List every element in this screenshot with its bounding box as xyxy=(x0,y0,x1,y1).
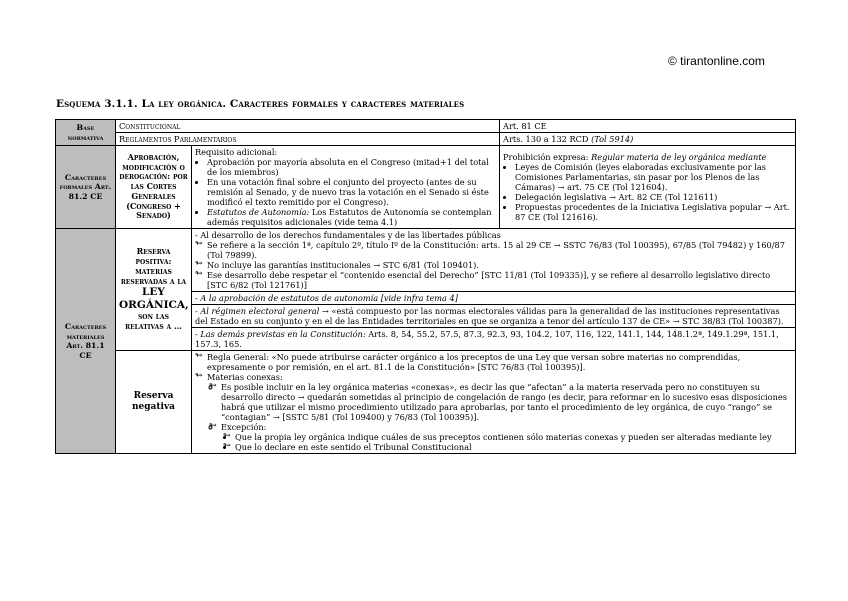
desarrollo-item: ↬ Se refiere a la sección 1ª, capítulo 2º, título Iº de la Constitución: arts. 15 al 29 CE → SSTC 76/83 (Tol 100395), 67/85 (Tol 79482) y 160/87 (Tol 79899). xyxy=(207,240,792,260)
excepcion-entry: ↬ • Que la propia ley orgánica indique cuáles de sus preceptos contienen sólo materias conexas y pueden ser alteradas mediante ley xyxy=(235,432,792,442)
formales-row xyxy=(56,146,796,229)
base-row-reglamentos xyxy=(56,133,796,146)
materiales-row-negativa xyxy=(56,351,796,454)
requisito-item: • Aprobación por mayoría absoluta en el Congreso (mitad+1 del total de los miembros) xyxy=(207,157,496,177)
prohibicion-label: Prohibición expresa: xyxy=(503,152,589,162)
estatutos-label: Estatutos de Autonomía: xyxy=(207,207,310,217)
excepcion-title: Excepción: xyxy=(221,422,267,432)
reserva-positiva-label xyxy=(116,229,192,351)
desarrollo-title: - Al desarrollo de los derechos fundamentales y de las libertades públicas xyxy=(195,230,501,240)
estatutos-text: Los Estatutos de Autonomía se contemplan además requisitos adicionales (vide tema 4.1) xyxy=(207,207,492,227)
conexas-text: ↬ ◦ Es posible incluir en la ley orgánica materias «conexas», es decir las que “afectan” a la materia reservada pero no constituyen su desarrollo directo → quedarán sometidas al principio de congelación de rango (es decir, para reformar en lo sucesivo esas disposiciones habrá que utilizar el mismo procedimiento utilizado para aprobarlas, por tanto el procedimiento de ley orgánica, de cuyo “rango” se “contagian” → [SSTC 5/81 (Tol 109400) y 76/83 (Tol 100395)]. xyxy=(221,382,792,422)
estatutos-item xyxy=(207,207,496,227)
reserva-positiva-end: son las relativas a … xyxy=(125,311,182,331)
desarrollo-block xyxy=(192,229,795,291)
materiales-row-positiva xyxy=(56,229,796,351)
reserva-positiva-big: LEY ORGÁNICA, xyxy=(119,286,189,312)
scheme-title: Esquema 3.1.1. La ley orgánica. Caracteres formales y caracteres materiales xyxy=(56,98,465,110)
demas-block xyxy=(192,327,795,350)
formales-prohibicion xyxy=(500,146,796,229)
reglamentos-tol: (Tol 5914) xyxy=(591,134,634,144)
desarrollo-item: ↬ Ese desarrollo debe respetar el “contenido esencial del Derecho” [STC 11/81 (Tol 109335)], y se refiere al desarrollo legislativo directo [STC 6/82 (Tol 121761)] xyxy=(207,270,792,290)
formales-sub xyxy=(116,146,192,229)
reserva-negativa-label xyxy=(116,351,192,454)
prohibicion-item: • Leyes de Comisión (leyes elaboradas exclusivamente por las Comisiones Parlamentarias, sin pasar por los Plenos de las Cámaras) → art. 75 CE (Tol 121604). xyxy=(515,162,792,192)
demas-text: Arts. 8, 54, 55.2, 57.5, 87.3, 92.3, 93, 104.2, 107, 116, 122, 141.1, 144, 148.1.2ª, 149.1.29ª, 151.1, 157.3, 165. xyxy=(195,329,779,349)
materiales-label: Caracteres materiales Art. 81.1 CE xyxy=(56,229,116,454)
formales-requisitos xyxy=(192,146,500,229)
base-constitucional: Constitucional xyxy=(116,120,500,133)
requisito-item: • En una votación final sobre el conjunto del proyecto (antes de su remisión al Senado, y de nuevo tras la votación en el Senado si éste modificó el texto remitido por el Congreso). xyxy=(207,177,496,207)
electoral-label: - Al régimen electoral general → xyxy=(195,306,329,316)
conexas-item xyxy=(207,372,792,452)
reserva-positiva-content xyxy=(192,229,796,351)
estatutos-block xyxy=(192,291,795,304)
base-reglamentos-ref xyxy=(500,133,796,146)
demas-label: - Las demás previstas en la Constitución: xyxy=(195,329,366,339)
base-normativa-label: Base normativa xyxy=(56,120,116,146)
reserva-negativa-text: Reserva negativa xyxy=(131,391,176,412)
reserva-positiva-text: Reserva positiva: materias reservadas a la xyxy=(120,246,187,286)
excepcion-item xyxy=(221,422,792,452)
estatutos-line: - A la aprobación de estatutos de autonomía [vide infra tema 4] xyxy=(195,293,458,303)
reserva-negativa-content xyxy=(192,351,796,454)
formales-label: Caracteres formales Art. 81.2 CE xyxy=(56,146,116,229)
formales-sub-text: Aprobación, modificación o derogación: por las Cortes Generales (Congreso + Senado) xyxy=(119,151,188,221)
regla-general: ↬ Regla General: «No puede atribuirse carácter orgánico a los preceptos de una Ley que versan sobre materias no comprendidas, expresamente o por remisión, en el art. 81.1 de la Constitución» [STC 76/83 (Tol 100395)]. xyxy=(207,352,792,372)
base-reglamentos: Reglamentos Parlamentarios xyxy=(116,133,500,146)
prohibicion-item: • Propuestas procedentes de la Iniciativa Legislativa popular → Art. 87 CE (Tol 121616). xyxy=(515,202,792,222)
base-constitucional-ref: Art. 81 CE xyxy=(500,120,796,133)
scheme-table xyxy=(55,119,796,454)
prohibicion-text: Regular materia de ley orgánica mediante xyxy=(591,152,767,162)
base-row-constitucional xyxy=(56,120,796,133)
prohibicion-heading xyxy=(503,152,792,162)
excepcion-entry: ↬ • Que lo declare en este sentido el Tribunal Constitucional xyxy=(235,442,792,452)
copyright-notice: © tirantonline.com xyxy=(668,54,765,68)
conexas-title: Materias conexas: xyxy=(207,372,283,382)
electoral-block xyxy=(192,304,795,327)
prohibicion-item: • Delegación legislativa → Art. 82 CE (Tol 121611) xyxy=(515,192,792,202)
desarrollo-item: ↬ No incluye las garantías institucionales → STC 6/81 (Tol 109401). xyxy=(207,260,792,270)
electoral-text: «está compuesto por las normas electorales válidas para la generalidad de las instituciones representativas del Estado en su conjunto y en el de las Entidades territoriales en que se organiza a tenor del artículo 137 de CE» → STC 38/83 (Tol 100387). xyxy=(195,306,784,326)
reglamentos-ref-text: Arts. 130 a 132 RCD xyxy=(503,134,589,144)
requisito-title: Requisito adicional: xyxy=(195,147,278,157)
